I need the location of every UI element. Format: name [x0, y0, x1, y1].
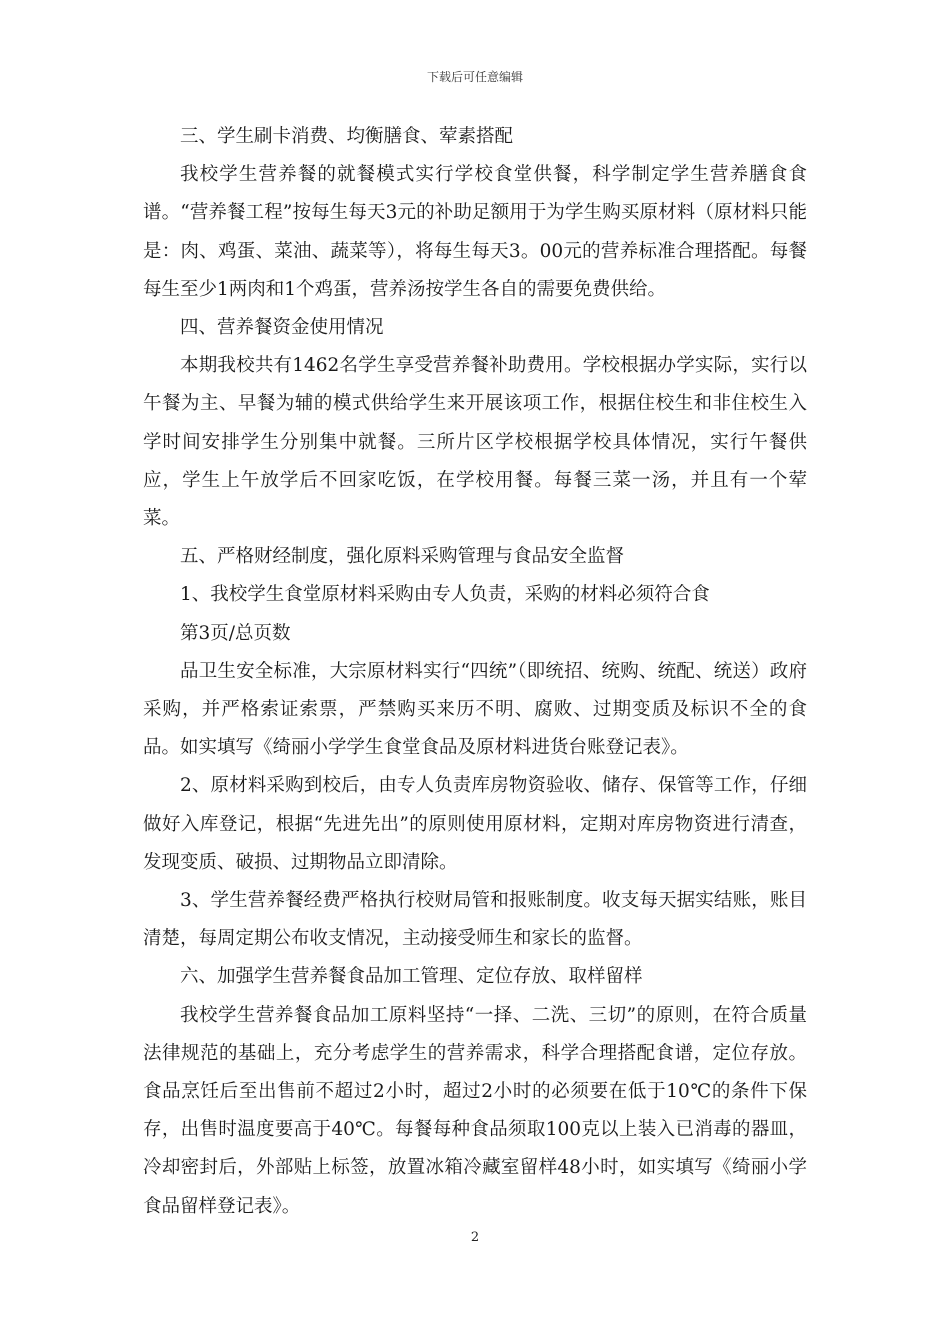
paragraph-meal-model: 我校学生营养餐的就餐模式实行学校食堂供餐，科学制定学生营养膳食食谱。“营养餐工程”按每生每天3元的补助足额用于为学生购买原材料（原材料只能是：肉、鸡蛋、菜油、蔬菜等），将每生每天3。00元的营养标准合理搭配。每餐每生至少1两肉和1个鸡蛋，营养汤按学生各自的需要免费供给。: [143, 164, 807, 300]
paragraph-procurement-2: 2、原材料采购到校后，由专人负责库房物资验收、储存、保管等工作，仔细做好入库登记，根据“先进先出”的原则使用原材料，定期对库房物资进行清查，发现变质、破损、过期物品立即清除。: [143, 775, 807, 873]
section-heading-4: 四、营养餐资金使用情况: [180, 317, 384, 339]
paragraph-procurement-1: 1、我校学生食堂原材料采购由专人负责，采购的材料必须符合食: [180, 584, 710, 606]
paragraph-procurement-1-continued: 品卫生安全标准，大宗原材料实行“四统”（即统招、统购、统配、统送）政府采购，并严格索证索票，严禁购买来历不明、腐败、过期变质及标识不全的食品。如实填写《绮丽小学学生食堂食品及原材料进货台账登记表》。: [143, 660, 807, 759]
section-heading-3: 三、学生刷卡消费、均衡膳食、荤素搭配: [180, 126, 514, 147]
section-heading-6: 六、加强学生营养餐食品加工管理、定位存放、取样留样: [180, 966, 643, 988]
section-heading-5: 五、严格财经制度，强化原料采购管理与食品安全监督: [180, 546, 625, 568]
page-header: 下载后可任意编辑: [426, 70, 523, 84]
paragraph-funding-usage: 本期我校共有1462名学生享受营养餐补助费用。学校根据办学实际，实行以午餐为主、早餐为辅的模式供给学生来开展该项工作，根据住校生和非住校生入学时间安排学生分别集中就餐。三所片区学校根据学校具体情况，实行午餐供应，学生上午放学后不回家吃饭，在学校用餐。每餐三菜一汤，并且有一个荤菜。: [143, 355, 807, 530]
page-number: 2: [470, 1230, 480, 1245]
paragraph-food-processing: 我校学生营养餐食品加工原料坚持“一择、二洗、三切”的原则，在符合质量法律规范的基础上，充分考虑学生的营养需求，科学合理搭配食谱，定位存放。食品烹饪后至出售前不超过2小时，超过2小时的必须要在低于10℃的条件下保存，出售时温度要高于40℃。每餐每种食品须取100克以上装入已消毒的器皿，冷却密封后，外部贴上标签，放置冰箱冷藏室留样48小时，如实填写《绮丽小学食品留样登记表》。: [143, 1004, 807, 1217]
document-body: [143, 118, 807, 1226]
paragraph-procurement-3: 3、学生营养餐经费严格执行校财局管和报账制度。收支每天据实结账，账目清楚，每周定期公布收支情况，主动接受师生和家长的监督。: [143, 890, 807, 950]
embedded-page-number: 第3页/总页数: [180, 622, 291, 644]
